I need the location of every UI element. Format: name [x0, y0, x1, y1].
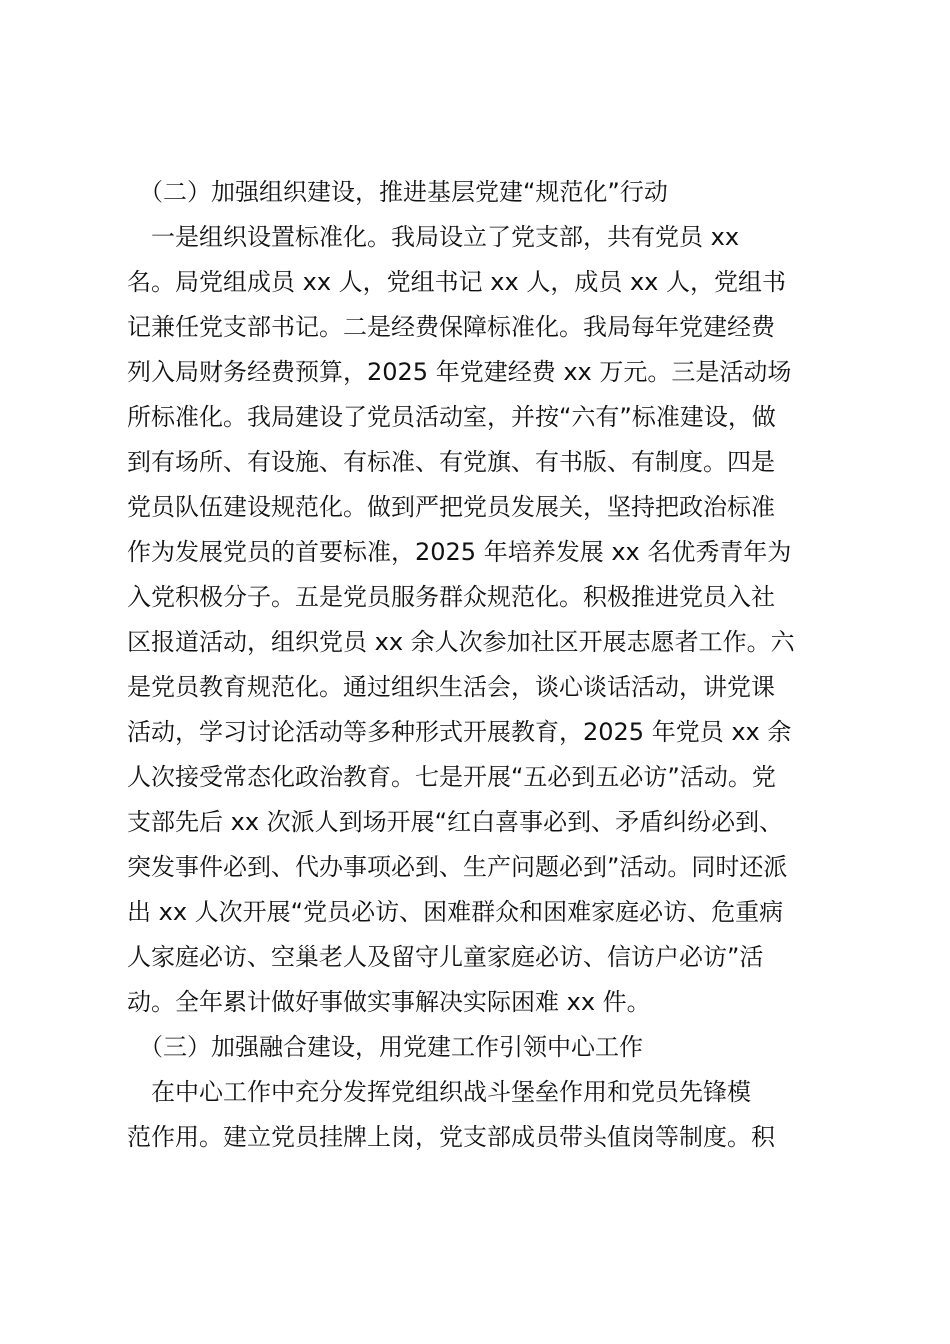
section-heading-2: （二）加强组织建设，推进基层党建“规范化”行动: [127, 178, 668, 206]
body-line: 是党员教育规范化。通过组织生活会，谈心谈话活动，讲党课: [127, 673, 775, 701]
body-line: 记兼任党支部书记。二是经费保障标准化。我局每年党建经费: [127, 313, 775, 341]
section-heading-3: （三）加强融合建设，用党建工作引领中心工作: [127, 1033, 643, 1061]
body-line: 支部先后 xx 次派人到场开展“红白喜事必到、矛盾纠纷必到、: [127, 808, 784, 836]
body-line: 一是组织设置标准化。我局设立了党支部，共有党员 xx: [127, 223, 740, 251]
body-line: 在中心工作中充分发挥党组织战斗堡垒作用和党员先锋模: [127, 1078, 751, 1106]
body-line: 人次接受常态化政治教育。七是开展“五必到五必访”活动。党: [127, 763, 776, 791]
body-line: 作为发展党员的首要标准，2025 年培养发展 xx 名优秀青年为: [127, 538, 792, 566]
body-line: 活动，学习讨论活动等多种形式开展教育，2025 年党员 xx 余: [127, 718, 792, 746]
body-line: 突发事件必到、代办事项必到、生产问题必到”活动。同时还派: [127, 853, 788, 881]
body-line: 所标准化。我局建设了党员活动室，并按“六有”标准建设，做: [127, 403, 776, 431]
document-body: [127, 170, 827, 1160]
body-line: 党员队伍建设规范化。做到严把党员发展关，坚持把政治标准: [127, 493, 775, 521]
body-line: 入党积极分子。五是党员服务群众规范化。积极推进党员入社: [127, 583, 775, 611]
body-line: 人家庭必访、空巢老人及留守儿童家庭必访、信访户必访”活: [127, 943, 764, 971]
body-line: 出 xx 人次开展“党员必访、困难群众和困难家庭必访、危重病: [127, 898, 784, 926]
body-line: 动。全年累计做好事做实事解决实际困难 xx 件。: [127, 988, 651, 1016]
body-line: 区报道活动，组织党员 xx 余人次参加社区开展志愿者工作。六: [127, 628, 795, 656]
body-line: 范作用。建立党员挂牌上岗，党支部成员带头值岗等制度。积: [127, 1123, 775, 1151]
body-line: 名。局党组成员 xx 人，党组书记 xx 人，成员 xx 人，党组书: [127, 268, 786, 296]
body-line: 到有场所、有设施、有标准、有党旗、有书版、有制度。四是: [127, 448, 775, 476]
body-line: 列入局财务经费预算，2025 年党建经费 xx 万元。三是活动场: [127, 358, 792, 386]
